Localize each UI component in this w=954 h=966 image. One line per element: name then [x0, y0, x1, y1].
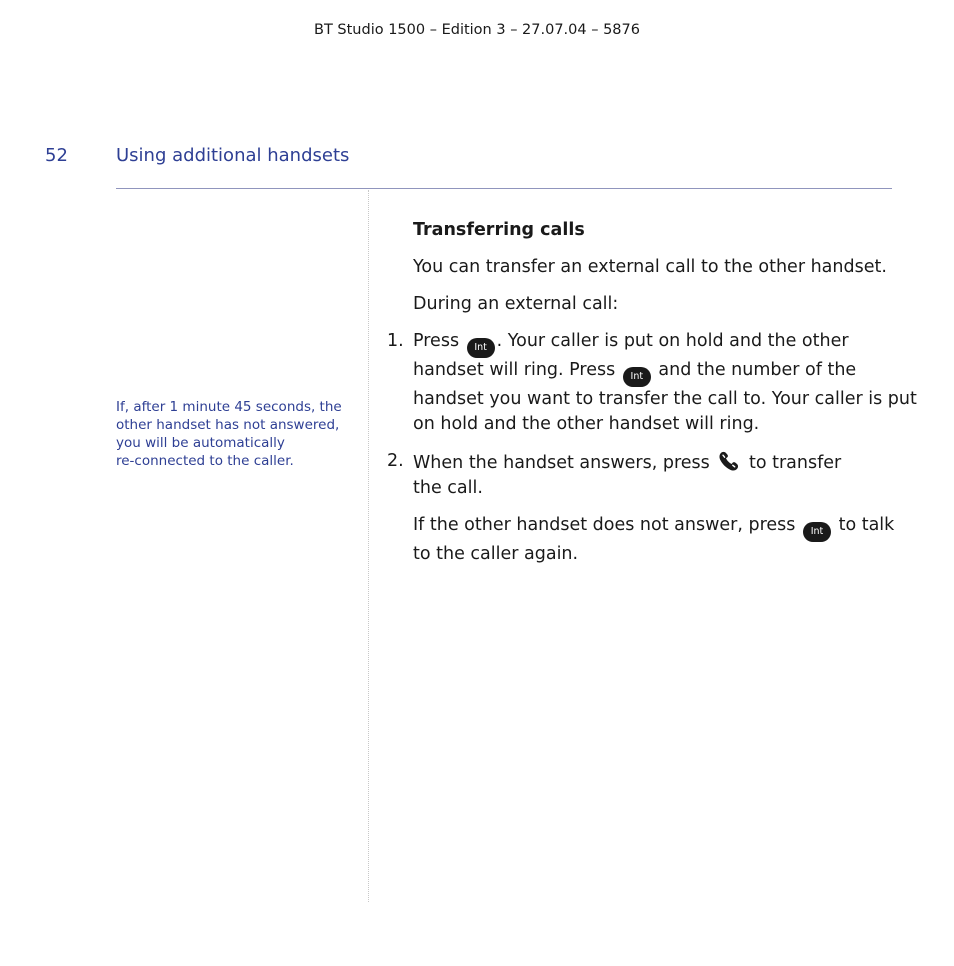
step-text: handset you want to transfer the call to. Your caller is put — [413, 389, 917, 409]
side-note-line: re-connected to the caller. — [116, 453, 294, 469]
int-key-icon: Int — [467, 338, 495, 358]
step-number: 1. — [387, 331, 404, 351]
edition-info: BT Studio 1500 – Edition 3 – 27.07.04 – 5876 — [314, 22, 640, 38]
step-text: on hold and the other handset will ring. — [413, 414, 760, 434]
step-text: If the other handset does not answer, press — [413, 515, 796, 535]
step-text: . Your caller is put on hold and the other — [496, 331, 849, 351]
phone-transfer-icon — [717, 449, 741, 473]
step-text: to talk — [838, 515, 895, 535]
step-number: 2. — [387, 451, 404, 471]
int-key-icon: Int — [623, 367, 651, 387]
side-note — [116, 398, 352, 470]
during-call-paragraph: During an external call: — [413, 294, 619, 314]
step-text: to the caller again. — [413, 544, 579, 564]
page-number: 52 — [45, 145, 68, 166]
side-note-line: other handset has not answered, — [116, 417, 340, 433]
step-text: Press — [413, 331, 460, 351]
no-answer-paragraph — [413, 513, 895, 567]
column-divider — [368, 190, 369, 902]
step-text: to transfer — [748, 453, 842, 473]
side-note-line: If, after 1 minute 45 seconds, the — [116, 399, 342, 415]
step-text: When the handset answers, press — [413, 453, 710, 473]
side-note-line: you will be automatically — [116, 435, 285, 451]
section-title: Using additional handsets — [116, 145, 350, 166]
section-heading: Transferring calls — [413, 220, 585, 240]
main-content — [387, 218, 917, 579]
intro-paragraph: You can transfer an external call to the other handset. — [413, 257, 887, 277]
step-2 — [387, 449, 895, 501]
step-1 — [387, 329, 917, 437]
header-rule — [116, 188, 892, 189]
step-text: and the number of the — [658, 360, 857, 380]
step-text: the call. — [413, 478, 483, 498]
int-key-icon: Int — [803, 522, 831, 542]
step-text: handset will ring. Press — [413, 360, 616, 380]
